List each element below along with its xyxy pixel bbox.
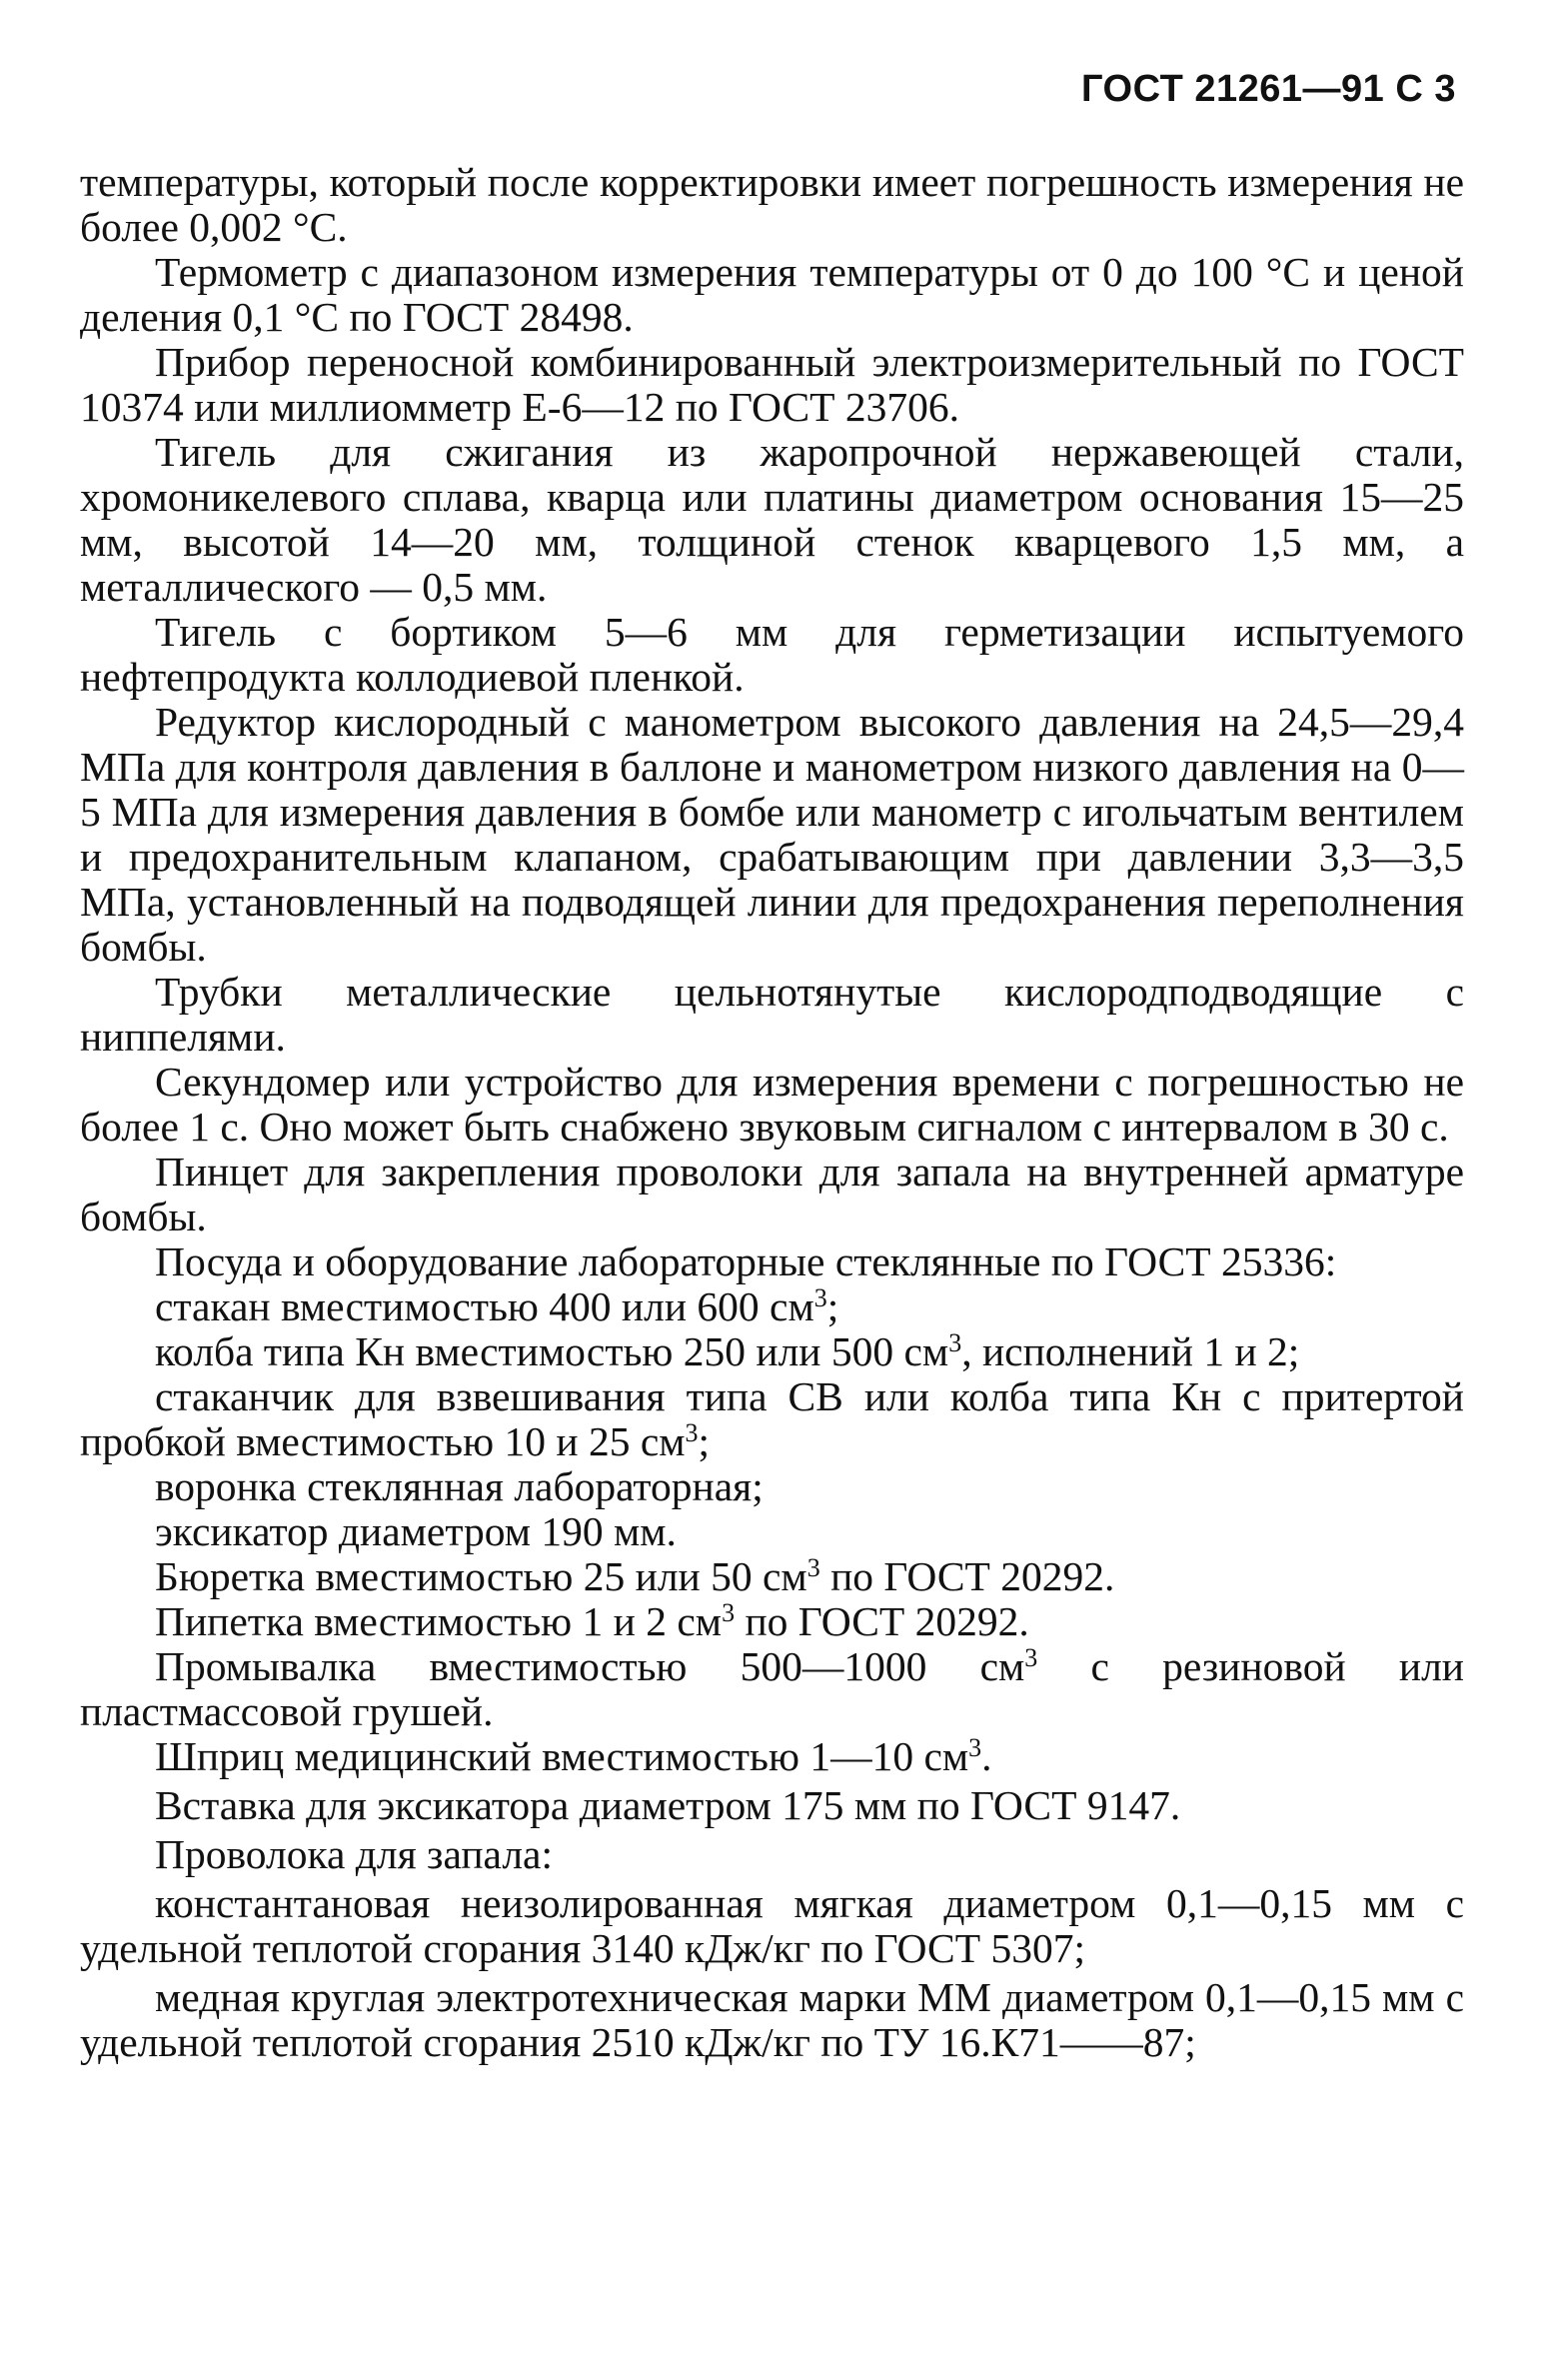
item-beaker: стакан вместимостью 400 или 600 $см^3$; (155, 1283, 839, 1329)
paragraph-thermometer: Термометр с диапазоном измерения температуры от 0 до 100 °С и ценой деления 0,1 °С по ГОСТ 28498. (80, 249, 1464, 340)
paragraph-crucible: Тигель для сжигания из жаропрочной нержавеющей стали, хромоникелевого сплава, кварца или платины диаметром основания 15—25 мм, высотой 14—20 мм, толщиной стенок кварцевого 1,5 мм, а металлического — 0,5 мм. (80, 429, 1464, 610)
paragraph-burette: Бюретка вместимостью 25 или 50 $см^3$ по ГОСТ 20292. (155, 1553, 1115, 1599)
paragraph-wire-copper: медная круглая электротехническая марки ММ диаметром 0,1—0,15 мм с удельной теплотой сгорания 2510 кДж/кг по ТУ 16.К71——87; (80, 1974, 1464, 2065)
paragraph-stopwatch: Секундомер или устройство для измерения времени с погрешностью не более 1 с. Оно может быть снабжено звуковым сигналом с интервалом в 30 с. (80, 1059, 1464, 1150)
item-desiccator: эксикатор диаметром 190 мм. (155, 1508, 677, 1554)
paragraph-syringe: Шприц медицинский вместимостью 1—10 $см^3$. (155, 1733, 992, 1779)
document-body (80, 160, 1464, 2065)
paragraph-wire-heading: Проволока для запала: (155, 1831, 553, 1877)
paragraph-reducer: Редуктор кислородный с манометром высокого давления на 24,5—29,4 МПа для контроля давления в баллоне и манометром низкого давления на 0—5 МПа для измерения давления в бомбе или манометр с игольчатым вентилем и предохранительным клапаном, срабатывающим при давлении 3,3—3,5 МПа, установленный на подводящей линии для предохранения переполнения бомбы. (80, 699, 1464, 970)
paragraph-crucible-rim: Тигель с бортиком 5—6 мм для герметизации испытуемого нефтепродукта коллодиевой пленкой. (80, 609, 1464, 700)
paragraph-wash-bottle: Промывалка вместимостью 500—1000 $см^3$ с резиновой или пластмассовой грушей. (80, 1643, 1464, 1734)
page-header: ГОСТ 21261—91 С 3 (1081, 68, 1456, 110)
paragraph-instrument: Прибор переносной комбинированный электроизмерительный по ГОСТ 10374 или миллиомметр Е-6—12 по ГОСТ 23706. (80, 339, 1464, 430)
paragraph-glassware: Посуда и оборудование лабораторные стеклянные по ГОСТ 25336: (155, 1238, 1337, 1284)
item-funnel: воронка стеклянная лабораторная; (155, 1463, 764, 1509)
paragraph-tubes: Трубки металлические цельнотянутые кислородподводящие с ниппелями. (80, 969, 1464, 1060)
paragraph-desiccator-insert: Вставка для эксикатора диаметром 175 мм по ГОСТ 9147. (155, 1782, 1181, 1828)
paragraph-pipette: Пипетка вместимостью 1 и 2 $см^3$ по ГОСТ 20292. (155, 1598, 1029, 1644)
paragraph-wire-constantan: константановая неизолированная мягкая диаметром 0,1—0,15 мм с удельной теплотой сгорания 3140 кДж/кг по ГОСТ 5307; (80, 1880, 1464, 1971)
paragraph-tweezers: Пинцет для закрепления проволоки для запала на внутренней арматуре бомбы. (80, 1149, 1464, 1239)
paragraph-continuation: температуры, который после корректировки имеет погрешность измерения не более 0,002 °С. (80, 159, 1464, 250)
item-weighing-bottle: стаканчик для взвешивания типа СВ или колба типа Кн с притертой пробкой вместимостью 10 и 25 $см^3$; (80, 1373, 1464, 1464)
item-flask: колба типа Кн вместимостью 250 или 500 $см^3$, исполнений 1 и 2; (155, 1328, 1300, 1374)
